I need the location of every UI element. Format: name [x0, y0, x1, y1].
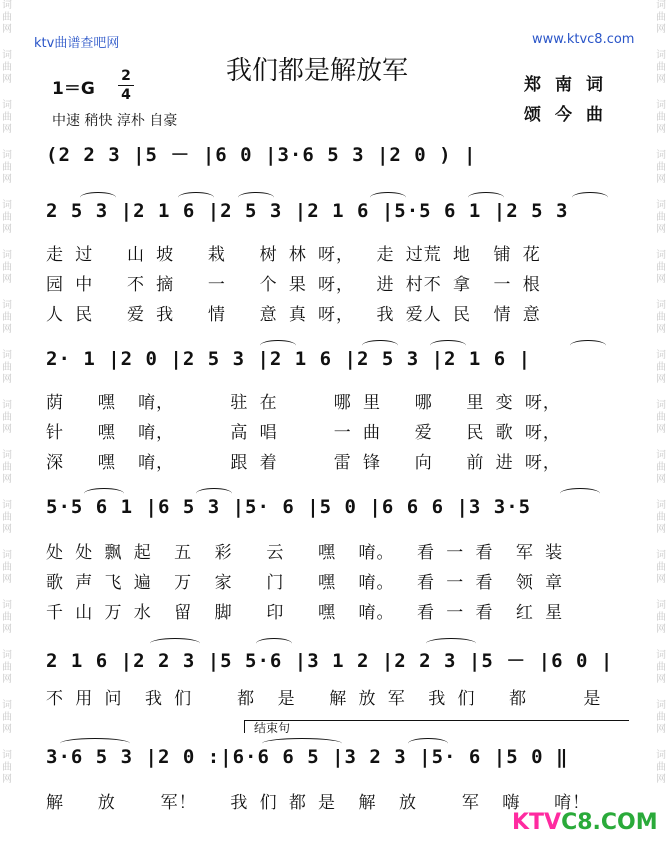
slur	[370, 192, 406, 203]
watermark-glyph: 网	[656, 324, 666, 335]
watermark-glyph: 网	[656, 674, 666, 685]
slur	[262, 738, 342, 749]
watermark-glyph: 词	[656, 250, 666, 261]
watermark-glyph: 网	[656, 524, 666, 535]
watermark-glyph: 曲	[656, 462, 666, 473]
watermark-glyph: 网	[656, 74, 666, 85]
watermark-glyph: 曲	[2, 112, 12, 123]
watermark-glyph: 词	[2, 600, 12, 611]
tempo-marking: 中速 稍快 淳朴 自豪	[52, 113, 178, 129]
watermark-glyph: 网	[656, 174, 666, 185]
watermark-glyph: 曲	[656, 62, 666, 73]
watermark-glyph-group	[656, 700, 666, 736]
slur	[572, 192, 608, 203]
slur	[178, 192, 214, 203]
watermark-glyph: 网	[2, 774, 12, 785]
slur	[196, 488, 232, 499]
watermark-glyph: 曲	[2, 62, 12, 73]
system-3-notes: 5·5 6 1 |6 5 3 |5· 6 |5 0 |6 6 6 |3 3·5	[46, 496, 532, 518]
watermark-glyph-group	[2, 550, 12, 586]
slur	[260, 340, 296, 351]
watermark-glyph: 网	[2, 374, 12, 385]
watermark-glyph-group	[2, 0, 12, 36]
watermark-glyph: 词	[2, 150, 12, 161]
slur	[60, 738, 130, 749]
system-3-lyrics-verse-2: 歌 声 飞 遍 万 家 门 嘿 唷。 看 一 看 领 章	[46, 573, 564, 593]
watermark-glyph: 网	[2, 274, 12, 285]
brand-logo-com: .COM	[592, 810, 658, 835]
watermark-glyph: 网	[656, 224, 666, 235]
watermark-glyph: 词	[656, 100, 666, 111]
intro-notes: (2 2 3 |5 － |6 0 |3·6 5 3 |2 0 ) |	[46, 144, 477, 166]
lyricist-credit: 郑南词	[524, 75, 617, 95]
key-signature: 1＝G	[52, 79, 95, 99]
watermark-glyph-group	[2, 50, 12, 86]
system-4-notes: 2 1 6 |2 2 3 |5 5·6 |3 1 2 |2 2 3 |5 － |6 0 |	[46, 650, 614, 672]
watermark-glyph: 曲	[656, 512, 666, 523]
watermark-glyph: 词	[2, 100, 12, 111]
watermark-glyph-group	[2, 500, 12, 536]
watermark-glyph-group	[2, 400, 12, 436]
system-1-lyrics-verse-2: 园 中 不 摘 一 个 果 呀， 进 村不 拿 一 根	[46, 275, 541, 295]
watermark-glyph: 网	[2, 124, 12, 135]
slur	[426, 638, 476, 649]
watermark-glyph: 词	[656, 200, 666, 211]
watermark-glyph: 曲	[656, 12, 666, 23]
watermark-glyph: 曲	[2, 662, 12, 673]
watermark-glyph: 曲	[656, 612, 666, 623]
system-5-lyrics: 解 放 军！ 我 们 都 是 解 放 军 嗨 唷！	[46, 793, 591, 813]
song-title: 我们都是解放军	[226, 56, 409, 86]
watermark-glyph: 词	[656, 0, 666, 11]
watermark-glyph-group	[2, 200, 12, 236]
slur	[408, 738, 448, 749]
watermark-glyph: 网	[2, 474, 12, 485]
watermark-glyph: 词	[2, 300, 12, 311]
slur	[80, 192, 116, 203]
watermark-glyph-group	[656, 350, 666, 386]
watermark-glyph: 曲	[2, 12, 12, 23]
watermark-glyph: 网	[656, 724, 666, 735]
watermark-glyph: 曲	[656, 662, 666, 673]
watermark-glyph: 词	[656, 50, 666, 61]
watermark-glyph: 词	[2, 550, 12, 561]
watermark-glyph: 曲	[656, 412, 666, 423]
watermark-glyph-group	[2, 700, 12, 736]
watermark-glyph: 曲	[656, 362, 666, 373]
system-5-notes: 3·6 5 3 |2 0 :|6·6 6 5 |3 2 3 |5· 6 |5 0 ‖	[46, 746, 569, 768]
watermark-glyph-group	[656, 500, 666, 536]
system-4-lyrics: 不 用 问 我 们 都 是 解 放 军 我 们 都 是	[46, 689, 602, 709]
watermark-glyph: 曲	[656, 712, 666, 723]
watermark-glyph-group	[656, 250, 666, 286]
watermark-glyph: 词	[2, 700, 12, 711]
watermark-glyph: 词	[656, 450, 666, 461]
watermark-glyph-group	[656, 300, 666, 336]
watermark-glyph-group	[656, 450, 666, 486]
system-2-lyrics-verse-2: 针 嘿 唷， 高 唱 一 曲 爱 民 歌 呀，	[46, 423, 561, 443]
system-1-lyrics-verse-3: 人 民 爱 我 情 意 真 呀， 我 爱人 民 情 意	[46, 305, 541, 325]
site-url-right[interactable]: www.ktvc8.com	[532, 32, 635, 47]
system-1-lyrics-verse-1: 走 过 山 坡 栽 树 林 呀， 走 过荒 地 铺 花	[46, 245, 541, 265]
watermark-glyph: 词	[2, 500, 12, 511]
watermark-glyph: 网	[2, 74, 12, 85]
site-name-left[interactable]: ktv曲谱查吧网	[34, 36, 120, 51]
watermark-glyph: 网	[2, 424, 12, 435]
watermark-glyph: 网	[2, 574, 12, 585]
watermark-glyph: 网	[656, 774, 666, 785]
watermark-glyph: 词	[2, 200, 12, 211]
time-signature	[118, 68, 134, 103]
system-3-lyrics-verse-1: 处 处 飘 起 五 彩 云 嘿 唷。 看 一 看 军 装	[46, 543, 564, 563]
watermark-glyph: 曲	[656, 212, 666, 223]
watermark-glyph: 词	[656, 150, 666, 161]
slur	[256, 638, 292, 649]
brand-logo-c8: C8	[561, 810, 593, 835]
watermark-glyph: 曲	[656, 312, 666, 323]
watermark-glyph: 曲	[2, 462, 12, 473]
watermark-column-right	[654, 0, 668, 860]
watermark-glyph: 词	[656, 300, 666, 311]
watermark-glyph-group	[656, 600, 666, 636]
slur	[430, 340, 466, 351]
watermark-glyph-group	[2, 100, 12, 136]
watermark-glyph: 词	[2, 750, 12, 761]
watermark-glyph: 曲	[656, 562, 666, 573]
watermark-glyph: 网	[2, 674, 12, 685]
watermark-glyph-group	[2, 250, 12, 286]
composer-credit: 颂今曲	[524, 105, 617, 125]
watermark-glyph-group	[2, 350, 12, 386]
watermark-glyph: 词	[2, 50, 12, 61]
watermark-glyph: 网	[2, 224, 12, 235]
watermark-glyph: 网	[656, 24, 666, 35]
watermark-glyph: 曲	[656, 762, 666, 773]
watermark-glyph: 网	[656, 124, 666, 135]
watermark-glyph: 词	[2, 250, 12, 261]
time-signature-bar	[118, 85, 134, 86]
time-signature-top: 2	[121, 68, 131, 84]
brand-logo-ktv: KTV	[512, 810, 562, 835]
brand-logo	[512, 810, 658, 835]
watermark-glyph: 曲	[2, 512, 12, 523]
slur	[560, 488, 600, 499]
watermark-glyph: 网	[656, 374, 666, 385]
watermark-glyph-group	[2, 150, 12, 186]
system-1-notes: 2 5 3 |2 1 6 |2 5 3 |2 1 6 |5·5 6 1 |2 5 3	[46, 200, 569, 222]
watermark-glyph: 曲	[2, 712, 12, 723]
watermark-glyph: 词	[656, 700, 666, 711]
watermark-column-left	[0, 0, 14, 860]
watermark-glyph: 曲	[2, 762, 12, 773]
watermark-glyph: 曲	[2, 312, 12, 323]
watermark-glyph-group	[656, 50, 666, 86]
watermark-glyph: 网	[656, 424, 666, 435]
watermark-glyph: 网	[2, 174, 12, 185]
watermark-glyph: 曲	[2, 212, 12, 223]
watermark-glyph: 网	[656, 474, 666, 485]
watermark-glyph: 曲	[2, 362, 12, 373]
watermark-glyph: 词	[656, 400, 666, 411]
watermark-glyph: 词	[2, 650, 12, 661]
slur	[468, 192, 504, 203]
watermark-glyph: 词	[656, 500, 666, 511]
ending-bracket	[244, 720, 629, 733]
watermark-glyph-group	[2, 750, 12, 786]
watermark-glyph: 曲	[2, 262, 12, 273]
slur	[570, 340, 606, 351]
watermark-glyph: 曲	[656, 262, 666, 273]
system-2-notes: 2· 1 |2 0 |2 5 3 |2 1 6 |2 5 3 |2 1 6 |	[46, 348, 532, 370]
watermark-glyph: 词	[656, 550, 666, 561]
watermark-glyph: 词	[2, 400, 12, 411]
watermark-glyph: 曲	[656, 162, 666, 173]
watermark-glyph: 网	[2, 724, 12, 735]
system-2-lyrics-verse-1: 荫 嘿 唷， 驻 在 哪 里 哪 里 变 呀，	[46, 393, 561, 413]
ending-label: 结束句	[254, 721, 291, 735]
system-2-lyrics-verse-3: 深 嘿 唷， 跟 着 雷 锋 向 前 进 呀，	[46, 453, 561, 473]
watermark-glyph: 网	[2, 24, 12, 35]
watermark-glyph-group	[656, 750, 666, 786]
watermark-glyph: 词	[656, 650, 666, 661]
slur	[150, 638, 200, 649]
watermark-glyph: 网	[2, 624, 12, 635]
watermark-glyph-group	[2, 450, 12, 486]
watermark-glyph: 曲	[2, 612, 12, 623]
watermark-glyph-group	[656, 0, 666, 36]
time-signature-bottom: 4	[121, 87, 131, 103]
watermark-glyph: 词	[2, 450, 12, 461]
watermark-glyph-group	[656, 200, 666, 236]
watermark-glyph: 曲	[2, 562, 12, 573]
watermark-glyph: 网	[2, 524, 12, 535]
watermark-glyph-group	[656, 550, 666, 586]
slur	[362, 340, 398, 351]
watermark-glyph: 网	[656, 574, 666, 585]
slur	[84, 488, 124, 499]
watermark-glyph-group	[656, 400, 666, 436]
watermark-glyph: 曲	[656, 112, 666, 123]
watermark-glyph-group	[2, 300, 12, 336]
watermark-glyph: 网	[656, 624, 666, 635]
system-3-lyrics-verse-3: 千 山 万 水 留 脚 印 嘿 唷。 看 一 看 红 星	[46, 603, 564, 623]
watermark-glyph: 网	[656, 274, 666, 285]
watermark-glyph: 网	[2, 324, 12, 335]
slur	[238, 192, 274, 203]
watermark-glyph-group	[656, 100, 666, 136]
watermark-glyph: 词	[656, 750, 666, 761]
watermark-glyph: 曲	[2, 412, 12, 423]
watermark-glyph-group	[2, 600, 12, 636]
watermark-glyph: 词	[656, 350, 666, 361]
watermark-glyph: 词	[2, 350, 12, 361]
watermark-glyph: 词	[2, 0, 12, 11]
watermark-glyph: 词	[656, 600, 666, 611]
watermark-glyph-group	[656, 650, 666, 686]
watermark-glyph-group	[656, 150, 666, 186]
watermark-glyph-group	[2, 650, 12, 686]
watermark-glyph: 曲	[2, 162, 12, 173]
